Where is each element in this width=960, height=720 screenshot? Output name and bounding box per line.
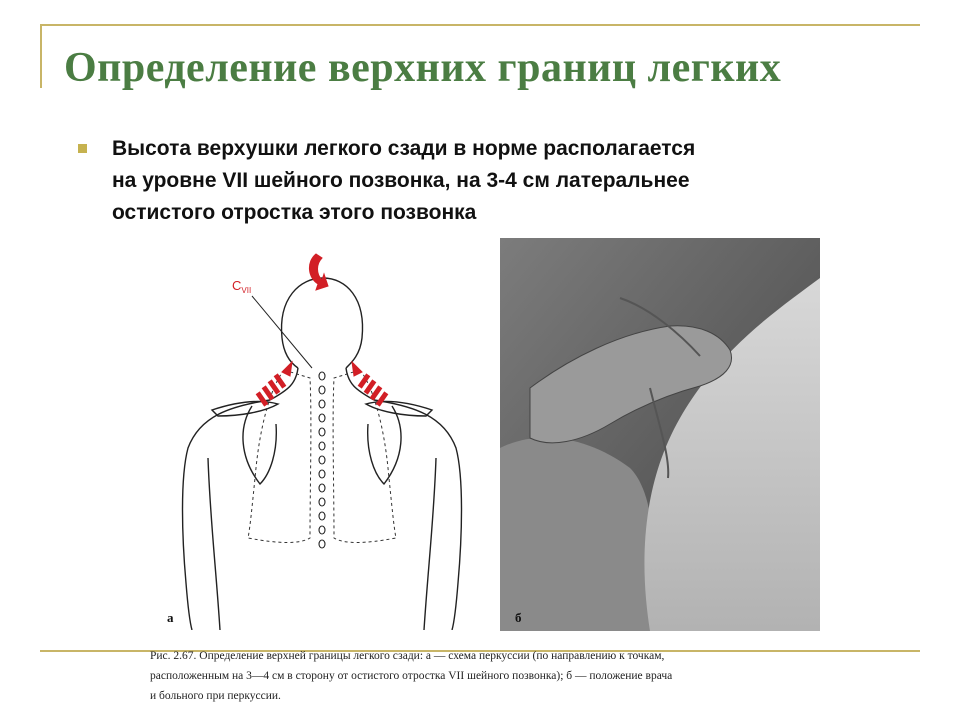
rotation-arrow-icon [309,254,328,290]
caption-line: и больного при перкуссии. [150,690,281,702]
figure-b-label: б [515,610,522,625]
left-torso-outline [183,400,271,630]
cvii-label: $C_{VII}$ [232,278,252,295]
cvii-pointer-line [252,296,312,368]
caption-line: расположенным на 3—4 см в сторону от остистого отростка VII шейного позвонка); б — положение врача [150,670,673,682]
percussion-photo-figure [500,238,820,631]
bullet-marker [78,144,87,153]
figure-a-label: а [167,610,174,625]
body-line: на уровне VII шейного позвонка, на 3-4 см латеральнее [112,169,690,192]
head-outline [282,278,363,368]
frame-left-line [40,24,42,88]
body-line: остистого отростка этого позвонка [112,201,477,224]
slide-title: Определение верхних границ легких [64,45,782,91]
right-percussion-arrow-icon [352,362,388,406]
caption-line: Рис. 2.67. Определение верхней границы легкого сзади: а — схема перкуссии (по направлению к точкам, [150,650,665,662]
slide-body-text [112,133,872,229]
percussion-scheme-figure [160,238,486,630]
left-percussion-arrow-icon [256,362,292,406]
figure-caption [150,646,830,706]
body-line: Высота верхушки легкого сзади в норме располагается [112,137,696,160]
right-torso-outline [374,400,462,630]
frame-top-line [40,24,920,26]
